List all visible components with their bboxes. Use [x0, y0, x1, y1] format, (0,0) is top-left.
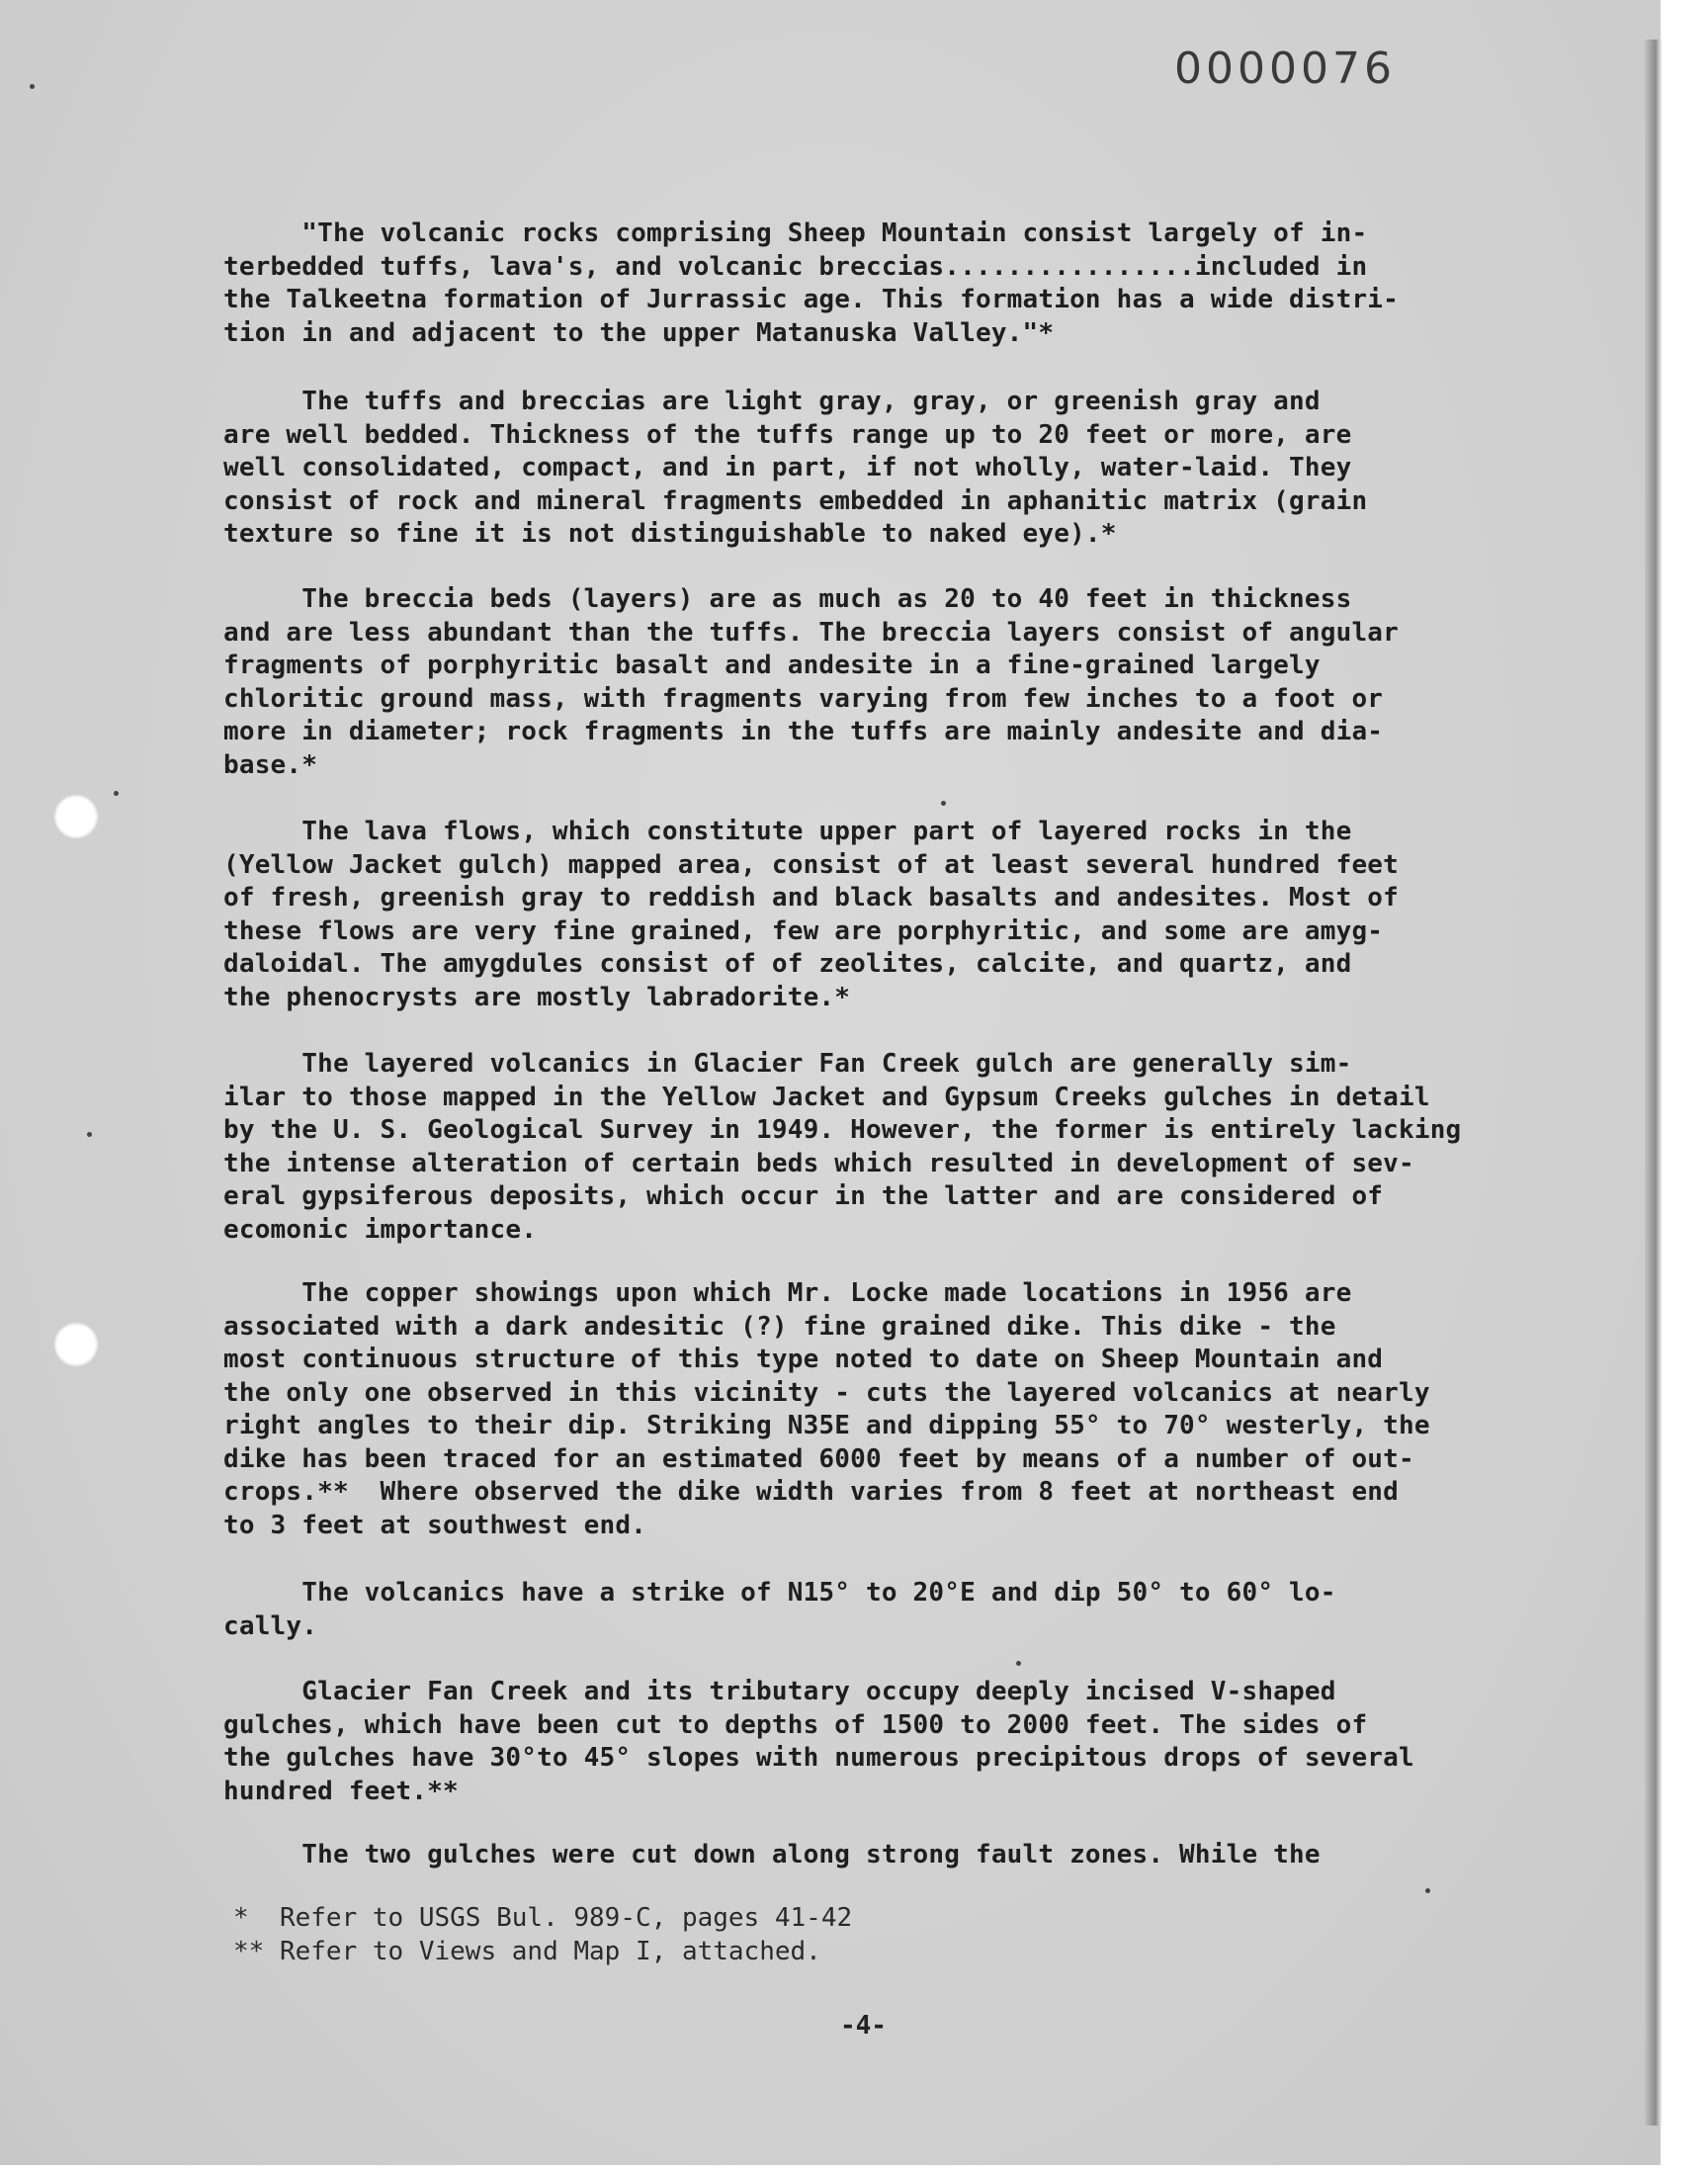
- text-line: ecomonic importance.: [223, 1214, 538, 1245]
- text-line: consist of rock and mineral fragments embedded in aphanitic matrix (grain: [223, 485, 1368, 516]
- text-line: (Yellow Jacket gulch) mapped area, consist of at least several hundred feet: [223, 849, 1399, 880]
- text-line: base.*: [223, 749, 318, 780]
- footnote-2: ** Refer to Views and Map I, attached.: [233, 1936, 821, 1966]
- text-line: these flows are very fine grained, few are porphyritic, and some are amyg-: [223, 915, 1384, 946]
- text-line: dike has been traced for an estimated 6000 feet by means of a number of out-: [223, 1443, 1414, 1474]
- document-number: 0000076: [1174, 44, 1396, 94]
- text-line: the only one observed in this vicinity - cuts the layered volcanics at nearly: [223, 1377, 1430, 1408]
- text-line: associated with a dark andesitic (?) fine grained dike. This dike - the: [223, 1311, 1336, 1342]
- paragraph-4: [223, 816, 1548, 1014]
- paper-speck: [87, 1132, 92, 1137]
- text-line: texture so fine it is not distinguishable to naked eye).*: [223, 519, 1117, 549]
- punch-hole-lower: [53, 1322, 99, 1367]
- paper-speck: [114, 791, 119, 796]
- text-line: the intense alteration of certain beds which resulted in development of sev-: [223, 1148, 1414, 1178]
- punch-hole-upper: [53, 794, 99, 839]
- footnotes: [233, 1902, 852, 1968]
- paragraph-3: [223, 583, 1548, 782]
- text-line: well consolidated, compact, and in part, if not wholly, water-laid. They: [223, 453, 1352, 482]
- paper-speck: [941, 801, 946, 806]
- text-line: "The volcanic rocks comprising Sheep Mountain consist largely of in-: [223, 218, 1368, 248]
- text-line: Glacier Fan Creek and its tributary occupy deeply incised V-shaped: [223, 1677, 1336, 1706]
- text-line: the gulches have 30°to 45° slopes with numerous precipitous drops of several: [223, 1743, 1414, 1773]
- text-line: hundred feet.**: [223, 1776, 459, 1806]
- text-line: are well bedded. Thickness of the tuffs range up to 20 feet or more, are: [223, 419, 1352, 450]
- paper-speck: [1425, 1888, 1430, 1893]
- text-line: The layered volcanics in Glacier Fan Creek gulch are generally sim-: [223, 1049, 1352, 1079]
- paragraph-9: [223, 1839, 1548, 1872]
- text-line: the Talkeetna formation of Jurrassic age. This formation has a wide distri-: [223, 285, 1399, 314]
- text-line: most continuous structure of this type noted to date on Sheep Mountain and: [223, 1345, 1384, 1374]
- text-line: cally.: [223, 1610, 318, 1641]
- paragraph-8: [223, 1676, 1548, 1808]
- text-line: The two gulches were cut down along strong fault zones. While the: [223, 1840, 1321, 1870]
- page-edge-shadow: [1645, 40, 1663, 2126]
- paragraph-5: [223, 1048, 1548, 1247]
- text-line: terbedded tuffs, lava's, and volcanic breccias................included in: [223, 251, 1368, 282]
- text-line: to 3 feet at southwest end.: [223, 1510, 647, 1540]
- paragraph-2: [223, 386, 1548, 552]
- text-line: crops.** Where observed the dike width varies from 8 feet at northeast end: [223, 1477, 1399, 1507]
- text-line: chloritic ground mass, with fragments varying from few inches to a foot or: [223, 683, 1384, 714]
- text-line: The copper showings upon which Mr. Locke made locations in 1956 are: [223, 1278, 1352, 1308]
- text-line: The volcanics have a strike of N15° to 20°E and dip 50° to 60° lo-: [223, 1578, 1336, 1608]
- text-line: tion in and adjacent to the upper Matanuska Valley."*: [223, 317, 1055, 348]
- page-number: -4-: [840, 2011, 887, 2041]
- paragraph-6: [223, 1277, 1548, 1542]
- paper-speck: [1016, 1661, 1021, 1666]
- text-line: gulches, which have been cut to depths of 1500 to 2000 feet. The sides of: [223, 1709, 1368, 1740]
- paper-speck: [30, 84, 35, 89]
- text-line: the phenocrysts are mostly labradorite.*: [223, 982, 851, 1012]
- text-line: fragments of porphyritic basalt and andesite in a fine-grained largely: [223, 651, 1321, 680]
- text-line: more in diameter; rock fragments in the tuffs are mainly andesite and dia-: [223, 717, 1384, 746]
- text-line: by the U. S. Geological Survey in 1949. However, the former is entirely lacking: [223, 1115, 1462, 1145]
- text-line: and are less abundant than the tuffs. The breccia layers consist of angular: [223, 617, 1399, 648]
- text-line: eral gypsiferous deposits, which occur in the latter and are considered of: [223, 1181, 1384, 1211]
- text-line: right angles to their dip. Striking N35E and dipping 55° to 70° westerly, the: [223, 1411, 1430, 1440]
- text-line: of fresh, greenish gray to reddish and black basalts and andesites. Most of: [223, 883, 1399, 913]
- text-line: The lava flows, which constitute upper part of layered rocks in the: [223, 817, 1352, 846]
- paragraph-7: [223, 1577, 1548, 1643]
- text-line: The breccia beds (layers) are as much as 20 to 40 feet in thickness: [223, 584, 1352, 614]
- text-line: ilar to those mapped in the Yellow Jacket and Gypsum Creeks gulches in detail: [223, 1082, 1430, 1112]
- paragraph-1: [223, 218, 1548, 350]
- text-line: daloidal. The amygdules consist of of zeolites, calcite, and quartz, and: [223, 949, 1352, 979]
- text-line: The tuffs and breccias are light gray, gray, or greenish gray and: [223, 387, 1321, 416]
- footnote-1: * Refer to USGS Bul. 989-C, pages 41-42: [233, 1903, 853, 1933]
